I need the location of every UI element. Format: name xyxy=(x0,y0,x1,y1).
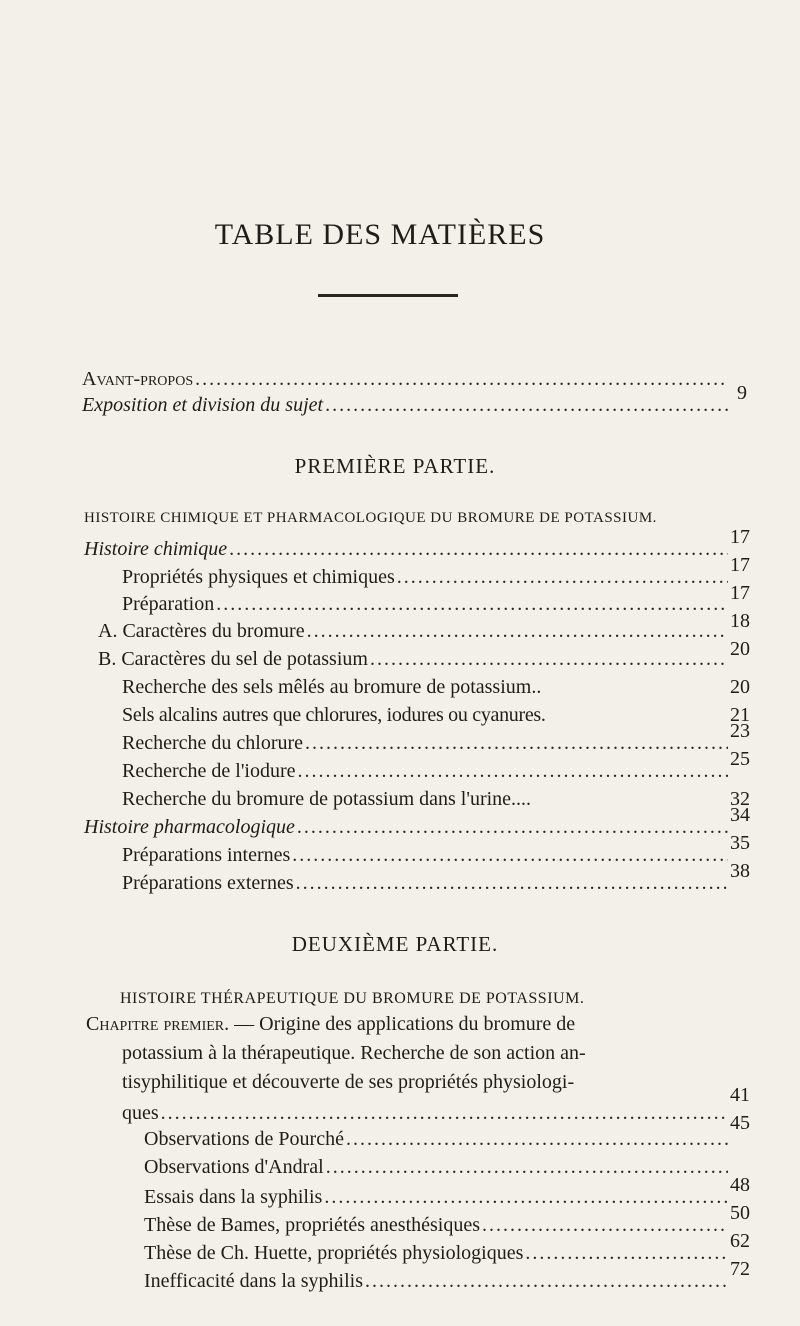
chapter-line-3: tisyphilitique et découverte de ses propriétés physiologi- xyxy=(122,1071,575,1093)
page-number: 9 xyxy=(737,382,747,404)
entry-text: Recherche des sels mêlés au bromure de potassium.. xyxy=(122,676,542,698)
entry-text: Recherche du bromure de potassium dans l'urine.... xyxy=(122,788,532,810)
leader-dots xyxy=(195,366,728,392)
entry-text: Thèse de Bames, propriétés anesthésiques xyxy=(144,1214,481,1236)
entry-text: Observations de Pourché xyxy=(144,1128,344,1150)
page-number: 48 xyxy=(730,1174,750,1196)
entry-text: Propriétés physiques et chimiques xyxy=(122,566,395,588)
leader-dots xyxy=(305,730,728,756)
page-number: 25 xyxy=(730,748,750,770)
page-number: 20 xyxy=(730,638,750,660)
toc-entry xyxy=(122,702,770,728)
toc-entry-avant-propos xyxy=(82,366,730,392)
leader-dots xyxy=(229,536,728,562)
leader-dots xyxy=(292,842,728,868)
entry-text: Histoire chimique xyxy=(84,538,228,560)
part1-heading: PREMIÈRE PARTIE. xyxy=(294,454,496,478)
leader-dots xyxy=(161,1100,728,1126)
toc-entry xyxy=(122,842,730,868)
page-number: 38 xyxy=(730,860,750,882)
leader-dots xyxy=(397,564,728,590)
chapter-line-1: Origine des applications du bromure de xyxy=(259,1013,576,1035)
page-number: 34 xyxy=(730,804,750,826)
entry-text: Sels alcalins autres que chlorures, iodures ou cyanures. xyxy=(122,704,546,726)
page-number: 17 xyxy=(730,582,750,604)
title-rule xyxy=(318,294,458,297)
leader-dots xyxy=(326,1154,728,1180)
leader-dots xyxy=(324,1184,728,1210)
entry-text: Préparations externes xyxy=(122,872,294,894)
leader-dots xyxy=(370,646,728,672)
toc-entry xyxy=(84,814,730,840)
leader-dots xyxy=(525,1240,728,1266)
page-number: 20 xyxy=(730,676,750,698)
toc-entry xyxy=(122,730,730,756)
page-number: 21 xyxy=(730,704,750,726)
leader-dots xyxy=(365,1268,728,1294)
toc-entry xyxy=(122,870,730,896)
part2-heading: DEUXIÈME PARTIE. xyxy=(291,932,499,956)
entry-text: ques xyxy=(122,1102,159,1124)
entry-text: Recherche de l'iodure xyxy=(122,760,296,782)
page-title: TABLE DES MATIÈRES xyxy=(214,218,546,251)
page-number: 72 xyxy=(730,1258,750,1280)
part2-subheading: HISTOIRE THÉRAPEUTIQUE DU BROMURE DE POTASSIUM. xyxy=(120,990,585,1007)
chapter-line-2: potassium à la thérapeutique. Recherche de son action an- xyxy=(122,1042,586,1064)
entry-text: Essais dans la syphilis xyxy=(144,1186,323,1208)
entry-text: A. Caractères du bromure xyxy=(98,620,305,642)
page-number: 50 xyxy=(730,1202,750,1224)
page-number: 18 xyxy=(730,610,750,632)
leader-dots xyxy=(216,591,728,617)
toc-entry xyxy=(144,1268,730,1294)
page-number: 45 xyxy=(730,1112,750,1134)
toc-entry xyxy=(144,1184,730,1210)
toc-entry xyxy=(122,1100,730,1126)
entry-text: Préparation xyxy=(122,593,215,615)
toc-entry-exposition xyxy=(82,392,730,418)
leader-dots xyxy=(346,1126,728,1152)
toc-entry xyxy=(98,646,730,672)
toc-entry xyxy=(144,1212,730,1238)
leader-dots xyxy=(296,870,728,896)
entry-text: Observations d'Andral xyxy=(144,1156,324,1178)
entry-text: Avant-propos xyxy=(82,368,194,390)
entry-text: Exposition et division du sujet xyxy=(82,394,324,416)
page-number: 35 xyxy=(730,832,750,854)
entry-text: Inefficacité dans la syphilis xyxy=(144,1270,364,1292)
toc-entry xyxy=(122,758,730,784)
entry-text: Histoire pharmacologique xyxy=(84,816,295,838)
entry-text: B. Caractères du sel de potassium xyxy=(98,648,368,670)
toc-entry xyxy=(144,1240,730,1266)
toc-entry xyxy=(144,1154,730,1180)
entry-text: Thèse de Ch. Huette, propriétés physiologiques xyxy=(144,1242,524,1264)
page-number: 17 xyxy=(730,526,750,548)
toc-entry xyxy=(98,618,730,644)
page-number: 32 xyxy=(730,788,750,810)
leader-dots xyxy=(298,758,728,784)
leader-dots xyxy=(482,1212,728,1238)
leader-dots xyxy=(307,618,728,644)
leader-dots xyxy=(297,814,728,840)
page-number: 41 xyxy=(730,1084,750,1106)
page-number: 17 xyxy=(730,554,750,576)
page-number: 23 xyxy=(730,720,750,742)
part1-subheading: HISTOIRE CHIMIQUE ET PHARMACOLOGIQUE DU BROMURE DE POTASSIUM. xyxy=(84,510,657,526)
chapter-label: Chapitre premier. — xyxy=(86,1013,255,1035)
toc-entry xyxy=(122,591,730,617)
chapter-paragraph xyxy=(86,1010,776,1097)
toc-entry xyxy=(122,674,770,700)
toc-entry xyxy=(122,564,730,590)
entry-text: Recherche du chlorure xyxy=(122,732,304,754)
toc-entry xyxy=(144,1126,730,1152)
leader-dots xyxy=(325,392,728,418)
entry-text: Préparations internes xyxy=(122,844,291,866)
page-number: 62 xyxy=(730,1230,750,1252)
toc-entry xyxy=(122,786,770,812)
toc-entry xyxy=(84,536,730,562)
